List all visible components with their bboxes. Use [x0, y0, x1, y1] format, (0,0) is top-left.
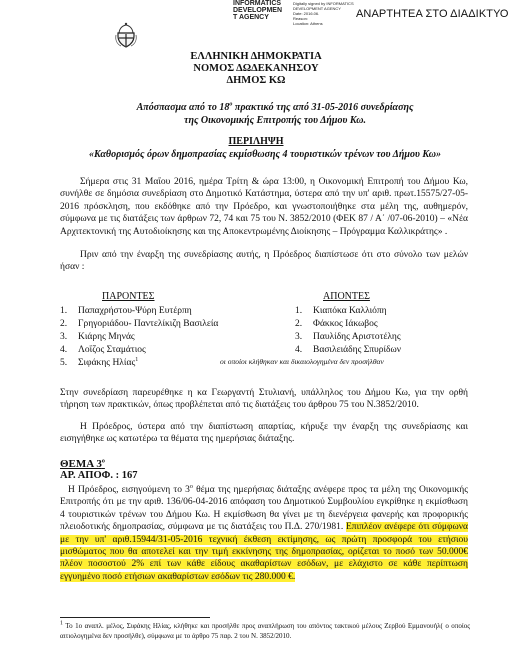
member-name: Βασιλειάδης Σπυρίδων [313, 345, 402, 355]
stamp-detail: Digitally signed by INFORMATICS [293, 1, 354, 6]
footnote-mark: 1 [135, 356, 139, 363]
stamp-line: INFORMATICS [233, 0, 282, 7]
excerpt-heading [85, 101, 465, 127]
list-item [295, 331, 495, 344]
member-name: Φάκκος Ιάκωβος [313, 319, 378, 329]
stamp-detail: Location: Athens [293, 21, 323, 26]
footnote-divider [60, 617, 210, 618]
summary-label: ΠΕΡΙΛΗΨΗ [228, 136, 284, 147]
list-number: 4. [60, 345, 68, 355]
posted-online-notice: ΑΝΑΡΤΗΤΕΑ ΣΤΟ ΔΙΑΔΙΚΤΥΟ [356, 8, 509, 20]
list-item [295, 344, 495, 357]
greek-emblem-icon [114, 22, 138, 48]
theme-text: ΘΕΜΑ 3 [60, 458, 102, 470]
body-sup: ο [189, 483, 193, 490]
member-name: Κιάρης Μηνάς [78, 332, 135, 342]
list-item [295, 305, 495, 318]
theme-sup: ο [101, 458, 105, 465]
member-name: Σιφάκης Ηλίας [78, 358, 136, 368]
absent-heading: ΑΠΟΝΤΕΣ [323, 291, 370, 302]
highlighted-text: Επιπλέον ανέφερε ότι σύμφωνα με την υπ' αριθ.15944/31-05-2016 τεχνική έκθεση εκτίμησης, ως πρώτη προσφορά του ετήσιου μισθώματος που θα αποτελεί και την τιμή εκκίνησης της δημοπρασίας, ορίζεται το ποσό των 50.000€ πλέον ποσοστού 2% επί των κάθε είδους ακαθαρίστων εσόδων, με ελάχιστο σε κάθε περίπτωση εγγυημένο ποσό ετήσιων ακαθαρίστων εσόδων τις 280.000 €. [60, 522, 469, 582]
footnote-text: Το 1ο αναπλ. μέλος, Σιφάκης Ηλίας, κλήθηκε και προσήλθε προς αναπλήρωση του απόντος τακτικού μέλους Ζερβού Εμμανουήλ( ο οποίος αιτιολογημένα δεν προσήλθε), σύμφωνα με το άρθρο 75 παρ. 2 του Ν. 3852/2010. [60, 622, 470, 640]
header-prefecture: ΝΟΜΟΣ ΔΩΔΕΚΑΝΗΣΟΥ [193, 63, 319, 74]
absent-members-list [295, 305, 495, 357]
decision-number: ΑΡ. ΑΠΟΦ. : 167 [60, 470, 138, 481]
present-heading: ΠΑΡΟΝΤΕΣ [102, 291, 155, 302]
secretary-paragraph: Στην συνεδρίαση παρευρέθηκε η κα Γεωργαντή Στυλιανή, υπάλληλος του Δήμου Κω, για την ορθή τήρηση των πρακτικών, όπως προβλέπεται από τις διατάξεις του άρθρου 75 του Ν.3852/2010. [60, 388, 468, 411]
list-item [60, 305, 270, 318]
list-number: 3. [60, 332, 68, 342]
footnote-mark: 1 [60, 620, 63, 627]
excerpt-line-1 [85, 101, 465, 114]
body-text: Η Πρόεδρος, εισηγούμενη το 3 [68, 485, 190, 495]
header-republic: ΕΛΛΗΝΙΚΗ ΔΗΜΟΚΡΑΤΙΑ [190, 51, 322, 62]
absent-justified-note: οι οποίοι κλήθηκαν και δικαιολογημένα δεν προσήλθαν [220, 357, 384, 366]
stamp-detail: Date: 2016.06. [293, 11, 320, 16]
digital-signature-details [293, 1, 355, 26]
list-item [60, 318, 270, 331]
excerpt-text: Απόσπασμα από το 18 [136, 102, 230, 113]
member-name: Γρηγοριάδου- Παντελίκιζη Βασιλεία [78, 319, 219, 329]
excerpt-text: πρακτικό της από 31-05-2016 συνεδρίασης [232, 102, 414, 113]
list-number: 3. [295, 332, 303, 342]
list-number: 1. [60, 306, 68, 316]
meeting-intro-paragraph: Σήμερα στις 31 Μαΐου 2016, ημέρα Τρίτη & ώρα 13:00, η Οικονομική Επιτροπή του Δήμου Κω, συνήλθε σε δημόσια συνεδρίαση στο Δημοτικό Κατάστημα, ύστερα από την υπ' αριθ. πρωτ.15575/27-05-2016 πρόσκληση, που εκδόθηκε από την Πρόεδρο, και γνωστοποιήθηκε στα μέλη της, αυθημερόν, σύμφωνα με τις διατάξεις των άρθρων 72, 74 και 75 του Ν. 3852/2010 (ΦΕΚ 87 / Α΄ /07-06-2010) – «Νέα Αρχιτεκτονική της Αυτοδιοίκησης και της Αποκεντρωμένης Διοίκησης – Πρόγραμμα Καλλικράτης» . [60, 177, 468, 237]
list-item [295, 318, 495, 331]
excerpt-sup: ο [229, 101, 233, 108]
stamp-detail: Reason: [293, 16, 308, 21]
list-number: 4. [295, 345, 303, 355]
decision-body-paragraph [60, 484, 468, 583]
quorum-paragraph: Πριν από την έναρξη της συνεδρίασης αυτής, η Πρόεδρος διαπίστωσε ότι στο σύνολο των μελών ήσαν : [60, 250, 468, 273]
header-municipality: ΔΗΜΟΣ ΚΩ [226, 75, 286, 86]
theme-heading [60, 458, 105, 470]
list-item [60, 331, 270, 344]
list-number: 1. [295, 306, 303, 316]
list-number: 2. [295, 319, 303, 329]
session-start-paragraph: Η Πρόεδρος, ύστερα από την διαπίστωση απαρτίας, κήρυξε την έναρξη της συνεδρίασης και εισηγήθηκε ως κατωτέρω τα θέματα της ημερήσιας διάταξης. [60, 422, 468, 445]
member-name: Κιαπόκα Καλλιόπη [313, 306, 387, 316]
list-number: 5. [60, 358, 68, 368]
body-text: θέμα της ημερήσιας διάταξης ανέφερε προς τα μέλη της Οικονομικής Επιτροπής ότι με την αριθ. 136/06-04-2016 απόφαση του Δημοτικού Συμβουλίου εγκρίθηκε η εκμίσθωση 4 τουριστικών τρένων του Δήμου Κω. Η εκμίσθωση θα γίνει με τη διενέργεια φανερής και προφορικής πλειοδοτικής δημοπρασίας, σύμφωνα με τις διατάξεις του Π.Δ. 270/1981. [60, 485, 468, 533]
list-number: 2. [60, 319, 68, 329]
member-name: Παυλίδης Αριστοτέλης [313, 332, 401, 342]
footnote [60, 621, 470, 641]
stamp-line: T AGENCY [233, 14, 269, 21]
excerpt-line-2: της Οικονομικής Επιτροπής του Δήμου Κω. [184, 115, 366, 126]
member-name: Λοΐζος Σταμάτιος [78, 345, 146, 355]
stamp-line: DEVELOPMEN [233, 7, 283, 14]
list-item [60, 344, 270, 357]
stamp-detail: DEVELOPMENT AGENCY [293, 6, 341, 11]
member-name: Παπαχρήστου-Ψύρη Ευτέρπη [78, 306, 192, 316]
summary-topic: «Καθορισμός όρων δημοπρασίας εκμίσθωσης 4 τουριστικών τρένων του Δήμου Κω» [89, 149, 441, 160]
